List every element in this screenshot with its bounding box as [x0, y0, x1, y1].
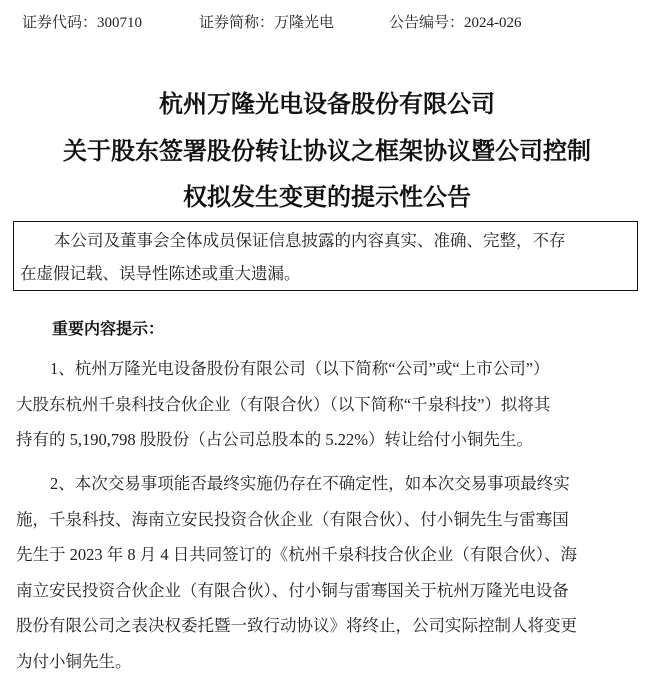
notice-line-2: 在虚假记载、误导性陈述或重大遗漏。	[20, 257, 637, 290]
paragraph-line: 南立安民投资合伙企业（有限合伙）、付小铜与雷骞国关于杭州万隆光电设备	[16, 573, 641, 609]
section-heading: 重要内容提示：	[52, 316, 164, 342]
stock-code: 证券代码：300710	[22, 12, 142, 34]
paragraph-line: 持有的 5,190,798 股股份（占公司总股本的 5.22%）转让给付小铜先生。	[16, 422, 641, 458]
paragraph-line: 2、本次交易事项能否最终实施仍存在不确定性，如本次交易事项最终实	[16, 466, 641, 502]
title-line-2: 关于股东签署股份转让协议之框架协议暨公司控制	[0, 135, 654, 167]
title-line-3: 权拟发生变更的提示性公告	[0, 181, 654, 213]
notice-line-1: 本公司及董事会全体成员保证信息披露的内容真实、准确、完整，不存	[20, 224, 637, 257]
paragraph-line: 大股东杭州千泉科技合伙企业（有限合伙）（以下简称“千泉科技”）拟将其	[16, 387, 641, 423]
disclosure-notice-box	[13, 221, 638, 291]
stock-abbreviation: 证券简称：万隆光电	[199, 12, 334, 34]
title-line-1: 杭州万隆光电设备股份有限公司	[0, 88, 654, 120]
paragraph-line: 股份有限公司之表决权委托暨一致行动协议》将终止，公司实际控制人将变更	[16, 608, 641, 644]
paragraph-line: 先生于 2023 年 8 月 4 日共同签订的《杭州千泉科技合伙企业（有限合伙）、海	[16, 537, 641, 573]
paragraph-line: 施，千泉科技、海南立安民投资合伙企业（有限合伙）、付小铜先生与雷骞国	[16, 502, 641, 538]
announcement-number: 公告编号：2024-026	[389, 12, 522, 34]
paragraph-line: 为付小铜先生。	[16, 644, 641, 679]
paragraph-line: 1、杭州万隆光电设备股份有限公司（以下简称“公司”或“上市公司”）	[16, 351, 641, 387]
paragraph-2	[16, 466, 641, 679]
document-header	[0, 12, 654, 34]
paragraph-1	[16, 351, 641, 458]
